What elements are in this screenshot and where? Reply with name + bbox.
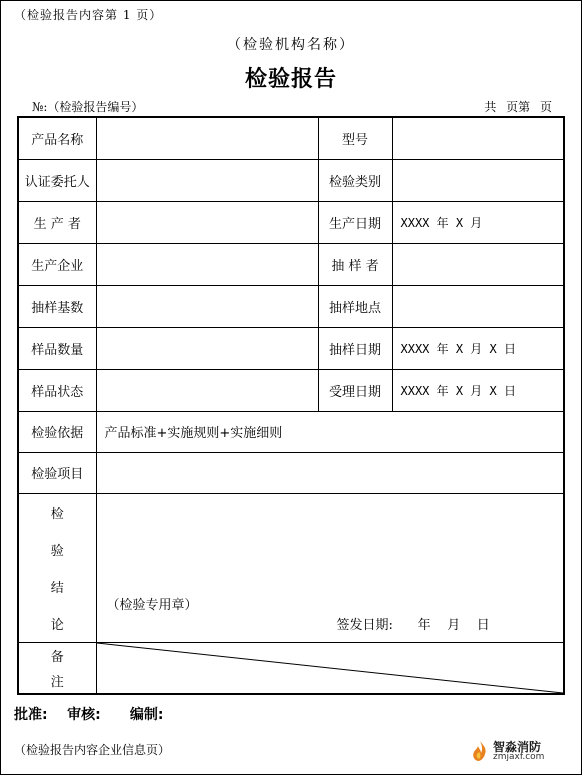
watermark	[470, 740, 544, 762]
value-test-basis: 产品标准+实施规则+实施细则	[96, 411, 564, 452]
value-production-date	[392, 201, 564, 243]
value-test-category	[392, 159, 564, 201]
conclusion-char: 结	[50, 580, 64, 596]
page-count: 共 页第 页	[484, 100, 552, 114]
remark-char: 备	[50, 649, 64, 665]
label-model: 型号	[318, 117, 392, 159]
label-applicant: 认证委托人	[18, 159, 96, 201]
value-sample-status	[96, 369, 318, 411]
label-sampler: 抽 样 者	[318, 243, 392, 285]
label-sample-status: 样品状态	[18, 369, 96, 411]
table-row	[18, 159, 564, 201]
diagonal-line	[97, 643, 563, 693]
value-test-items	[96, 452, 564, 493]
table-row	[18, 327, 564, 369]
report-table	[17, 116, 565, 695]
label-producer: 生 产 者	[18, 201, 96, 243]
label-sample-quantity: 样品数量	[18, 327, 96, 369]
value-sampling-location	[392, 285, 564, 327]
sampling-date-text: XXXX 年 X 月 X 日	[400, 341, 516, 356]
label-test-basis: 检验依据	[18, 411, 96, 452]
table-row	[18, 243, 564, 285]
table-row	[18, 117, 564, 159]
label-test-category: 检验类别	[318, 159, 392, 201]
table-row	[18, 201, 564, 243]
value-producer	[96, 201, 318, 243]
report-title: 检验报告	[244, 67, 337, 92]
table-row	[18, 369, 564, 411]
watermark-cn: 智淼消防	[493, 739, 542, 754]
value-sample-quantity	[96, 327, 318, 369]
bottom-note: （检验报告内容企业信息页）	[14, 743, 171, 757]
value-sampling-date	[392, 327, 564, 369]
acceptance-date-text: XXXX 年 X 月 X 日	[400, 383, 516, 398]
table-row	[18, 285, 564, 327]
value-product-name	[96, 117, 318, 159]
value-manufacturer	[96, 243, 318, 285]
table-row	[18, 642, 564, 694]
page-number-note: （检验报告内容第 1 页）	[14, 8, 163, 22]
label-production-date: 生产日期	[318, 201, 392, 243]
production-date-text: XXXX 年 X 月	[400, 215, 483, 230]
conclusion-char: 验	[50, 543, 64, 559]
label-manufacturer: 生产企业	[18, 243, 96, 285]
conclusion-char: 论	[50, 617, 64, 633]
value-applicant	[96, 159, 318, 201]
table-row	[18, 493, 564, 642]
label-test-items: 检验项目	[18, 452, 96, 493]
conclusion-char: 检	[50, 506, 64, 522]
value-sampling-base	[96, 285, 318, 327]
value-sampler	[392, 243, 564, 285]
inspection-seal: （检验专用章）	[106, 597, 198, 613]
remark-char: 注	[50, 674, 64, 690]
label-sampling-date: 抽样日期	[318, 327, 392, 369]
table-row	[18, 411, 564, 452]
watermark-en: zmjaxf.com	[493, 751, 545, 762]
issue-date: 签发日期: 年 月 日	[336, 617, 490, 633]
label-acceptance-date: 受理日期	[318, 369, 392, 411]
signatures: 批准: 审核: 编制:	[14, 707, 164, 723]
label-sampling-location: 抽样地点	[318, 285, 392, 327]
flame-logo-icon	[470, 740, 490, 762]
report-number: №:（检验报告编号）	[32, 100, 144, 114]
org-name: （检验机构名称）	[227, 37, 355, 53]
value-acceptance-date	[392, 369, 564, 411]
label-sampling-base: 抽样基数	[18, 285, 96, 327]
table-row	[18, 452, 564, 493]
value-model	[392, 117, 564, 159]
label-remarks	[18, 642, 96, 694]
conclusion-area	[96, 493, 564, 642]
watermark-text	[493, 741, 544, 762]
remarks-area	[96, 642, 564, 694]
label-conclusion	[18, 493, 96, 642]
label-product-name: 产品名称	[18, 117, 96, 159]
